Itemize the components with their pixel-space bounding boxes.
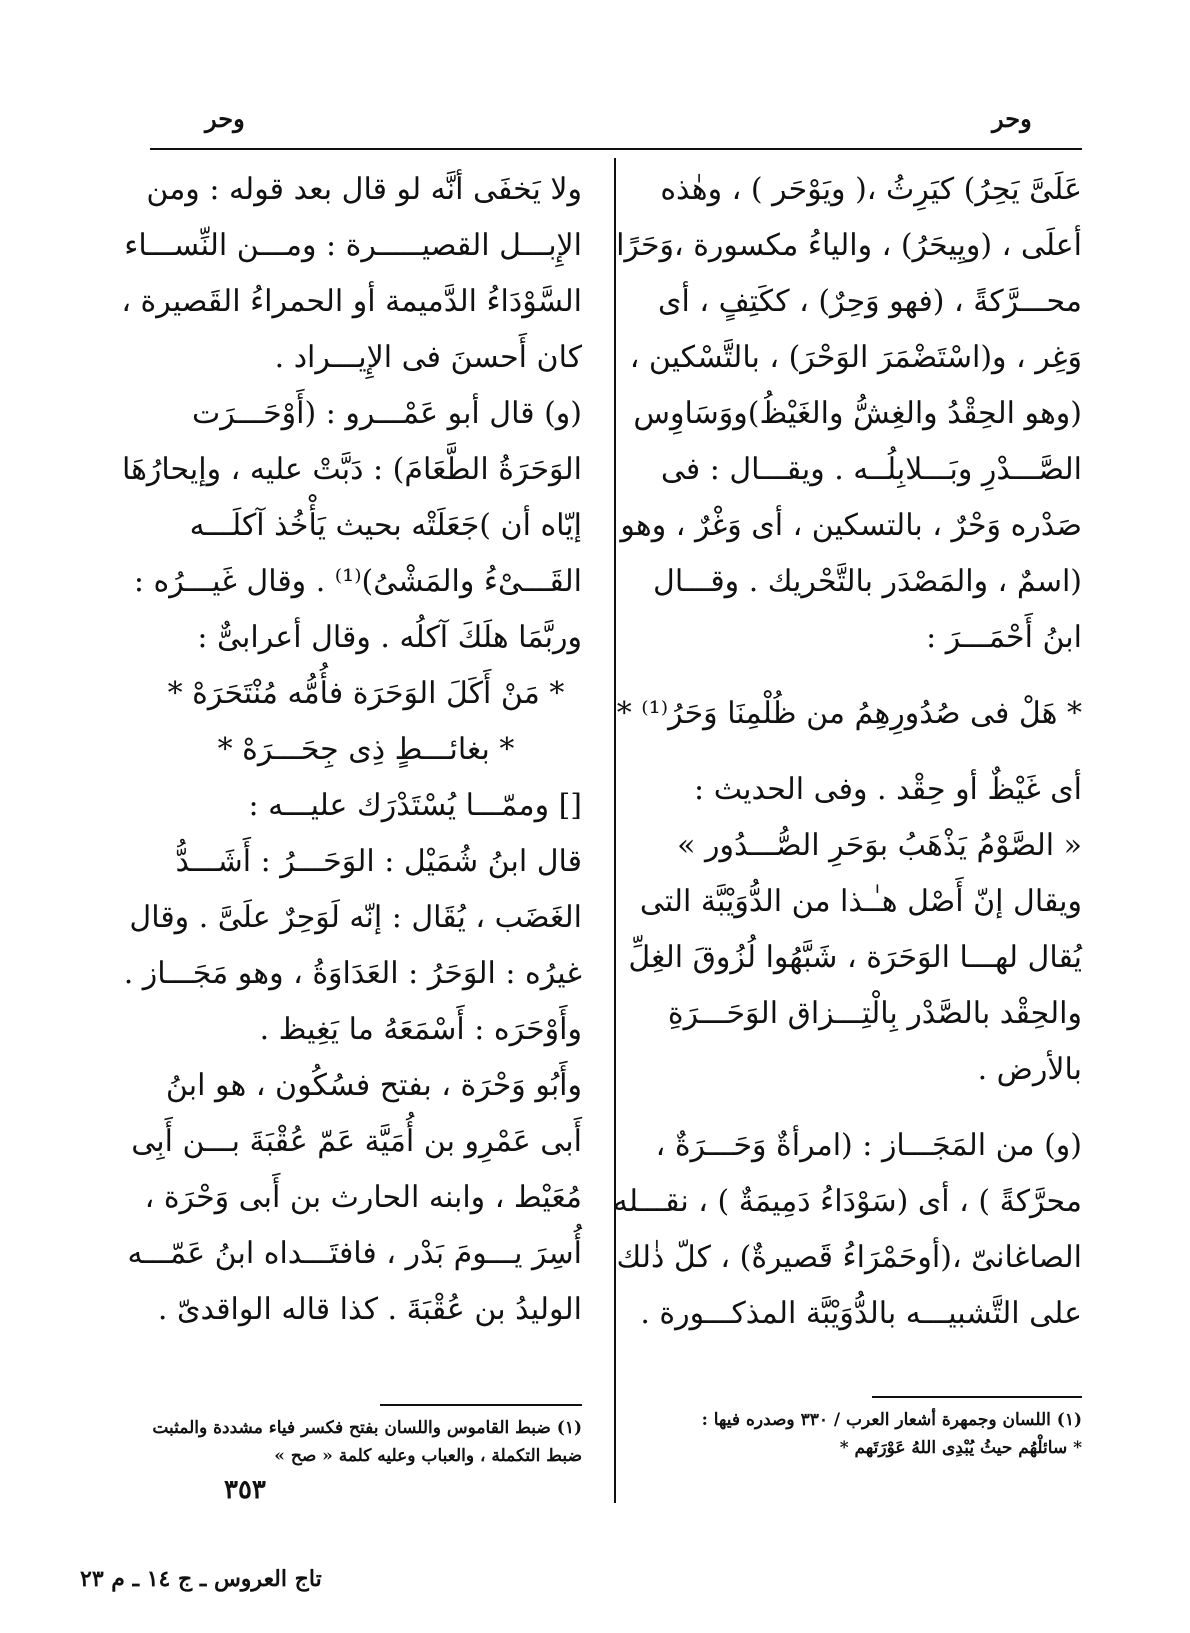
header-rule: [150, 148, 1082, 150]
left-column: [121, 162, 582, 1338]
text-line: الغَضَب ، يُقَال : إنّه لَوَحِرٌ علَىَّ . وقال: [129, 900, 582, 935]
text-line: ولا يَخفَى أنَّه لو قال بعد قوله : ومن: [146, 172, 582, 207]
text-line: وربَّمَا هلَكَ آكلُه . وقال أعرابىٌّ :: [197, 620, 582, 655]
verse-line: * مَنْ أَكَلَ الوَحَرَة فأُمُّه مُنْتَحَرَهْ *: [167, 676, 565, 711]
footnote-right: [640, 1406, 1082, 1462]
text-line: أُسِرَ يـــومَ بَدْر ، فافتَـــداه ابنُ عَمّـــه: [127, 1236, 582, 1271]
page-number: ٣٥٣: [224, 1475, 266, 1505]
footnote-rule-left: [380, 1404, 582, 1406]
text-line: القَـــىْءُ والمَشْىُ)⁽¹⁾ . وقال غَيـــرُه :: [133, 564, 582, 599]
text-line: قال ابنُ شُمَيْل : الوَحَـــرُ : أَشَـــدُّ: [175, 844, 582, 879]
text-line: غيرُه : الوَحَرُ : العَدَاوَةُ ، وهو مَجَـــاز .: [123, 956, 582, 991]
text-line: مُعَيْط ، وابنه الحارث بن أَبى وَحْرَة ،: [144, 1180, 582, 1215]
verse-line: * بغائـــطٍ ذِى جِحَـــرَهْ *: [217, 732, 515, 767]
footnote-line: (١) ضبط القاموس واللسان بفتح فكسر فياء مشددة والمثبت: [152, 1418, 582, 1438]
right-column: [612, 162, 1082, 1342]
text-line: (اسمٌ ، والمَصْدَر بالتَّحْريك . وقـــال: [653, 564, 1082, 599]
text-line: الصاغانىّ ،(أوحَمْرَاءُ قَصيرةٌ) ، كلّ ذٰلك: [616, 1240, 1082, 1275]
text-line: محرَّكةً ) ، أى (سَوْدَاءُ دَمِيمَةٌ ) ، نقـــله: [612, 1184, 1082, 1219]
text-line: عَلَىَّ يَحِرُ) كيَرِثُ ،( ويَوْحَر ) ، وهٰذه: [660, 172, 1082, 207]
footnote-line: * سائلْهُم حيثُ يُبْدِى اللهُ عَوْرَتَهم *: [839, 1438, 1082, 1458]
text-line: صَدْره وَحْرٌ ، بالتسكين ، أى وَغْرٌ ، وهو: [620, 508, 1082, 543]
footnote-line: (١) اللسان وجمهرة أشعار العرب / ٣٣٠ وصدره فيها :: [701, 1410, 1082, 1430]
text-line: كان أَحسنَ فى الإِيـــراد .: [274, 340, 582, 375]
text-line: أَبى عَمْرِو بن أُمَيَّة عَمّ عُقْبَةَ بـــن أَبِى: [131, 1124, 582, 1159]
footnote-rule-right: [872, 1396, 1082, 1398]
text-line: أى غَيْظٌ أو حِقْد . وفى الحديث :: [694, 772, 1082, 807]
text-line: وأَبُو وَحْرَة ، بفتح فسُكُون ، هو ابنُ: [165, 1068, 582, 1103]
text-line: محـــرَّكةً ، (فهو وَحِرٌ) ، ككَتِفٍ ، أى: [658, 284, 1082, 319]
column-divider: [614, 158, 616, 1503]
text-line: إيّاه أن )جَعَلَتْه بحيث يَأْخُذ آكلَـــه: [189, 508, 582, 543]
text-line: وأَوْحَرَه : أَسْمَعَهُ ما يَغِيظ .: [259, 1012, 582, 1047]
text-line: بالأرض .: [977, 1052, 1082, 1087]
text-line: ويقال إنّ أَصْل هـٰـذا من الدُّوَيْبَّة التى: [639, 884, 1082, 919]
text-line: وَغِر ، و(اسْتَضْمَرَ الوَحْرَ) ، بالتَّسْكين ،: [629, 340, 1082, 375]
running-head-left: وحر: [205, 104, 245, 133]
text-line: الوَحَرَةُ الطَّعَامَ) : دَبَّتْ عليه ، وإيحارُهَا: [121, 452, 582, 487]
signature-line: تاج العروس ـ ج ١٤ ـ م ٢٣: [80, 1566, 322, 1592]
text-line: السَّوْدَاءُ الدَّميمة أو الحمراءُ القَصيرة ،: [121, 284, 582, 319]
text-line: والحِقْد بالصَّدْر بِالْتِـــزاق الوَحَـــرَةِ: [667, 996, 1082, 1031]
text-line: الصَّـــدْرِ وبَـــلابِلُــه . ويقـــال : فى: [660, 452, 1082, 487]
text-line: أعلَى ، (ويِيحَرُ) ، والياءُ مكسورة ،وَحَرًا: [616, 228, 1082, 263]
text-line: (و) قال أبو عَمْـــرو : (أَوْحَـــرَت: [191, 396, 582, 431]
verse-line: * هَلْ فى صُدُورِهِمُ من ظُلْمِنَا وَحَرُ⁽¹⁾ *: [616, 696, 1082, 731]
text-line: يُقال لهـــا الوَحَرَة ، شَبَّهُوا لُزُوقَ الغِلِّ: [628, 940, 1082, 975]
text-line: « الصَّوْمُ يَذْهَبُ بوَحَرِ الصُّـــدُور »: [677, 828, 1082, 863]
footnote-left: [150, 1414, 582, 1470]
text-line: الإِبـــل القصيـــــرة : ومـــن النِّســـاء: [124, 228, 582, 263]
text-line: (وهو الحِقْدُ والغِشُّ والغَيْظُ)ووَسَاوِس: [633, 396, 1082, 431]
text-line: ابنُ أَحْمَـــرَ :: [926, 620, 1082, 655]
text-line: على التَّشبيـــه بالدُّوَيْبَّة المذكـــورة .: [640, 1296, 1082, 1331]
running-head-right: وحر: [992, 104, 1032, 133]
text-line: الوليدُ بن عُقْبَةَ . كذا قاله الواقدىّ .: [157, 1292, 582, 1327]
text-line: [] وممّـــا يُسْتَدْرَك عليـــه :: [248, 788, 582, 823]
text-line: (و) من المَجَـــاز : (امرأةٌ وَحَـــرَةٌ ،: [655, 1128, 1082, 1163]
footnote-line: ضبط التكملة ، والعباب وعليه كلمة « صح »: [274, 1446, 582, 1466]
